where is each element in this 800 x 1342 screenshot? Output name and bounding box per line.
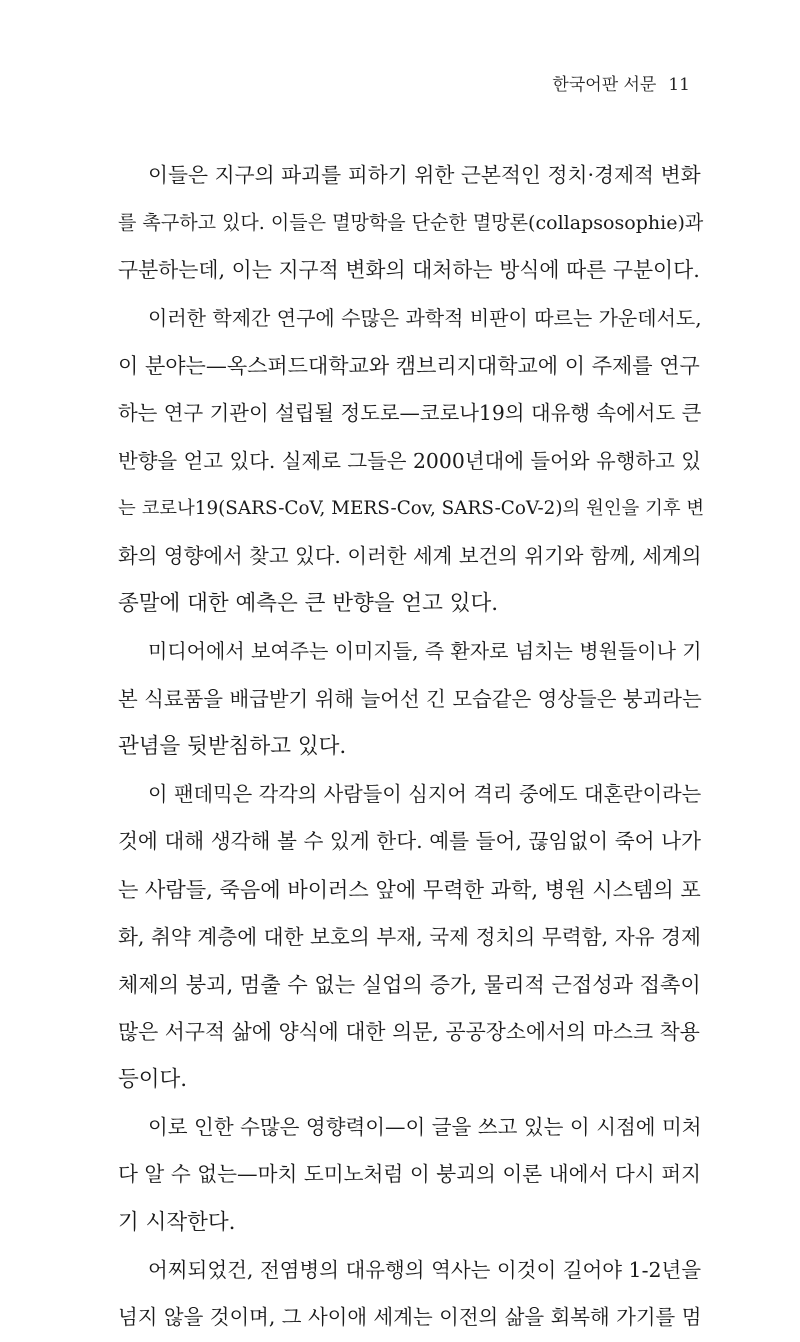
paragraph	[88, 1247, 700, 1342]
text-line: 것에 대해 생각해 볼 수 있게 한다. 예를 들어, 끊임없이 죽어 나가	[118, 829, 701, 854]
text-line: 구분하는데, 이는 지구적 변화의 대처하는 방식에 따른 구분이다.	[118, 258, 700, 283]
text-line: 이로 인한 수많은 영향력이—이 글을 쓰고 있는 이 시점에 미처	[148, 1114, 702, 1139]
text-line: 반향을 얻고 있다. 실제로 그들은 2000년대에 들어와 유행하고 있	[118, 448, 701, 473]
text-line: 관념을 뒷받침하고 있다.	[118, 734, 347, 760]
text-line: 넘지 않을 것이며, 그 사이애 세계는 이전의 삶을 회복해 가기를 멈	[118, 1305, 702, 1330]
section-title: 한국어판 서문	[552, 75, 657, 95]
text-line: 다 알 수 없는—마치 도미노처럼 이 붕괴의 이론 내에서 다시 퍼지	[118, 1162, 701, 1187]
text-line: 이들은 지구의 파괴를 피하기 위한 근본적인 정치·경제적 변화	[148, 163, 701, 187]
running-header	[552, 70, 690, 95]
page-number: 11	[668, 75, 690, 95]
text-line: 는 사람들, 죽음에 바이러스 앞에 무력한 과학, 병원 시스템의 포	[118, 876, 701, 902]
paragraph	[88, 152, 704, 295]
paragraph	[88, 628, 700, 771]
paragraph	[88, 771, 700, 1104]
text-line: 기 시작한다.	[118, 1210, 236, 1236]
text-line: 미디어에서 보여주는 이미지들, 즉 환자로 넘치는 병원들이나 기	[148, 638, 702, 663]
text-line: 이 분야는—옥스퍼드대학교와 캠브리지대학교에 이 주제를 연구	[118, 353, 700, 379]
text-line: 어찌되었건, 전염병의 대유행의 역사는 이것이 길어야 1-2년을	[148, 1257, 702, 1282]
text-line: 많은 서구적 삶에 양식에 대한 의문, 공공장소에서의 마스크 착용	[118, 1019, 700, 1044]
text-line: 체제의 붕괴, 멈출 수 없는 실업의 증가, 물리적 근접성과 접촉이	[118, 972, 701, 998]
text-line: 는 코로나19(SARS-CoV, MERS-Cov, SARS-CoV-2)의 원인을 기후 변	[118, 498, 705, 520]
body-text	[88, 152, 705, 1342]
text-line: 본 식료품을 배급받기 위해 늘어선 긴 모습같은 영상들은 붕괴라는	[118, 686, 702, 711]
paragraph	[88, 1104, 700, 1247]
text-line: 종말에 대한 예측은 큰 반향을 얻고 있다.	[118, 591, 499, 617]
text-line: 화의 영향에서 찾고 있다. 이러한 세계 보건의 위기와 함께, 세계의	[118, 543, 702, 568]
text-line: 를 촉구하고 있다. 이들은 멸망학을 단순한 멸망론(collapsosophie)과	[118, 211, 704, 234]
paragraph	[88, 295, 705, 628]
text-line: 이러한 학제간 연구에 수많은 과학적 비판이 따르는 가운데서도,	[148, 305, 702, 330]
text-line: 하는 연구 기관이 설립될 정도로—코로나19의 대유행 속에서도 큰	[118, 400, 702, 425]
text-line: 화, 취약 계층에 대한 보호의 부재, 국제 정치의 무력함, 자유 경제	[118, 924, 701, 949]
text-line: 이 팬데믹은 각각의 사람들이 심지어 격리 중에도 대혼란이라는	[148, 781, 702, 806]
text-line: 등이다.	[118, 1067, 188, 1093]
